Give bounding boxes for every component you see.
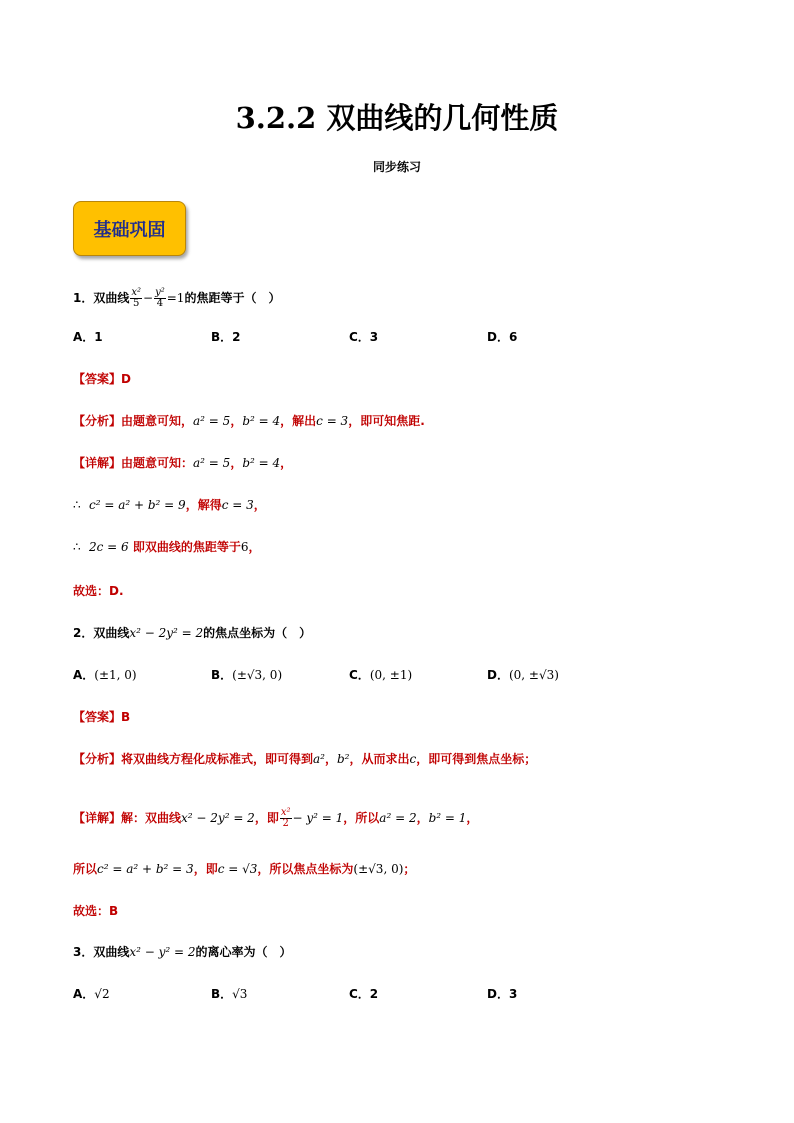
q1-analysis: 【分析】由题意可知，a² = 5，b² = 4，解出c = 3，即可知焦距. (73, 414, 425, 428)
fraction-x2-over-5: $\frac{\text{x²}}{5}$ (131, 287, 142, 309)
q2-answer: 【答案】B (73, 710, 131, 724)
page-title: 3.2.2 双曲线的几何性质 (235, 101, 559, 135)
q2-analysis: 【分析】将双曲线方程化成标准式，即可得到a²，b²，从而求出c，即可得到焦点坐标； (73, 752, 537, 766)
q3-option-c: C．2 (349, 987, 379, 1001)
q1-option-b: B．2 (211, 330, 241, 344)
q2-detail: 【详解】解：双曲线x² − 2y² = 2，即 $\frac{\text{x²}}{2}$ − y² = 1，所以a² = 2，b² = 1， (73, 807, 479, 829)
page-subtitle: 同步练习 (372, 160, 421, 174)
fraction-y2-over-4: $\frac{\text{y²}}{4}$ (155, 287, 165, 309)
q1-detail: 【详解】由题意可知：a² = 5，b² = 4， (73, 456, 293, 470)
q2-step-1: 所以c² = a² + b² = 3，即c = √3，所以焦点坐标为(±√3, 0)； (73, 862, 416, 876)
q1-step-2: ∴ 2c = 6 即双曲线的焦距等于6， (73, 540, 261, 554)
question-2: 2．双曲线x² − 2y² = 2的焦点坐标为（ ） (73, 626, 312, 640)
q1-choice: 故选：D. (73, 584, 124, 598)
q1-option-c: C．3 (349, 330, 379, 344)
question-3: 3．双曲线x² − y² = 2的离心率为（ ） (73, 945, 292, 959)
fraction-x2-over-2: $\frac{\text{x²}}{2}$ (280, 807, 291, 829)
q2-option-a: A．(±1, 0) (73, 668, 137, 682)
q3-option-b: B．√3 (211, 987, 248, 1001)
question-1-tail: 的焦距等于（ ） (184, 291, 281, 305)
q2-choice: 故选：B (73, 904, 119, 918)
q3-option-a: A．√2 (73, 987, 110, 1001)
q1-option-a: A．1 (73, 330, 103, 344)
q2-option-b: B．(±√3, 0) (211, 668, 283, 682)
q2-option-c: C．(0, ±1) (349, 668, 413, 682)
question-1-number: 1．双曲线 (73, 291, 130, 305)
q3-option-d: D．3 (487, 987, 518, 1001)
q1-answer: 【答案】D (73, 372, 131, 386)
q1-option-d: D．6 (487, 330, 518, 344)
q1-step-1: ∴ c² = a² + b² = 9，解得c = 3， (73, 498, 266, 512)
q2-option-d: D．(0, ±√3) (487, 668, 559, 682)
section-badge: 基础巩固 (73, 201, 186, 256)
question-1: 1．双曲线 $\frac{\text{x²}}{5}$ − $\frac{\text{y²}}{4}$ =1的焦距等于（ ） (73, 287, 281, 309)
